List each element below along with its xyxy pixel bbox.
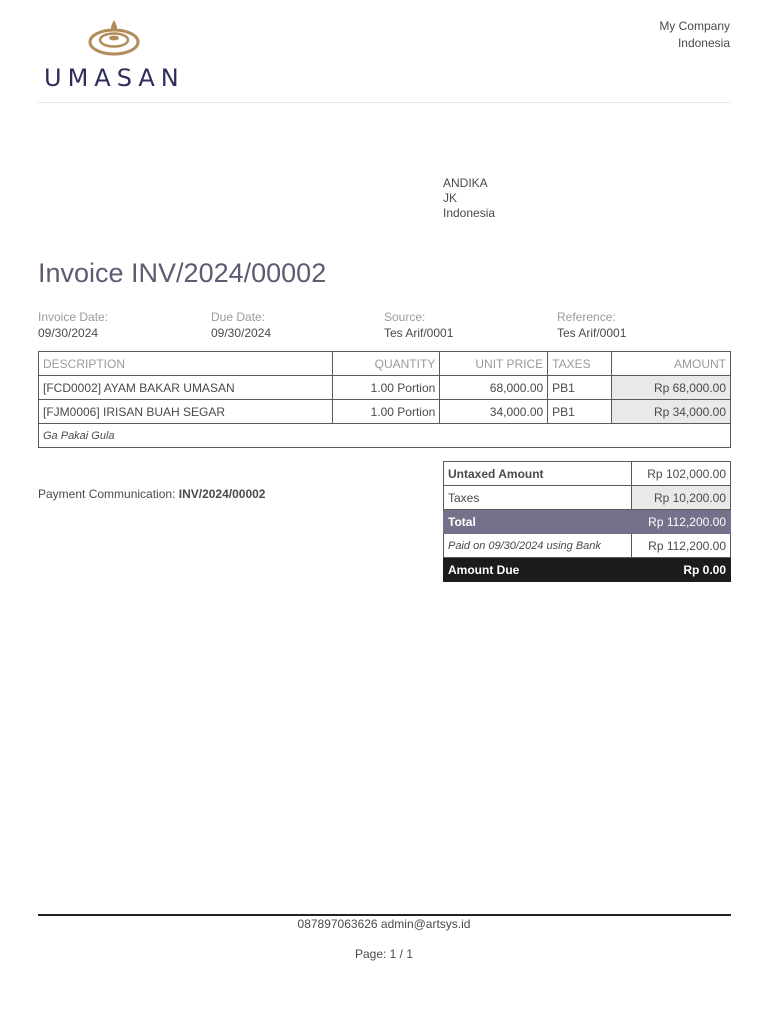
table-row — [39, 400, 731, 424]
payment-row — [444, 534, 731, 558]
col-header-taxes: TAXES — [548, 352, 612, 376]
payment-communication-label: Payment Communication: — [38, 487, 176, 501]
total-value: Rp 112,200.00 — [632, 510, 731, 534]
amount-due-row — [444, 558, 731, 582]
cell-description: [FJM0006] IRISAN BUAH SEGAR — [39, 400, 333, 424]
cell-quantity: 1.00 Portion — [333, 400, 440, 424]
untaxed-row — [444, 462, 731, 486]
cell-unit-price: 34,000.00 — [440, 400, 548, 424]
logo-wordmark: UMASAN — [44, 64, 185, 92]
cell-amount: Rp 68,000.00 — [612, 376, 731, 400]
payment-reference: INV/2024/00002 — [178, 487, 266, 501]
untaxed-value: Rp 102,000.00 — [632, 462, 731, 486]
info-value: Tes Arif/0001 — [384, 326, 454, 340]
info-label: Invoice Date: — [38, 310, 109, 324]
company-name: My Company — [659, 19, 730, 33]
customer-city: JK — [443, 191, 458, 205]
water-drop-ripple-icon — [86, 18, 142, 58]
payment-communication — [38, 487, 265, 501]
taxes-row — [444, 486, 731, 510]
untaxed-label: Untaxed Amount — [444, 462, 632, 486]
cell-taxes: PB1 — [548, 400, 612, 424]
page-number: Page: 1 / 1 — [354, 947, 414, 961]
customer-country: Indonesia — [443, 206, 496, 220]
info-value: 09/30/2024 — [38, 326, 99, 340]
amount-due-value: Rp 0.00 — [632, 558, 731, 582]
info-invoice-date — [38, 309, 108, 341]
col-header-quantity: QUANTITY — [333, 352, 440, 376]
total-row — [444, 510, 731, 534]
payment-label: Paid on 09/30/2024 using Bank — [444, 534, 632, 558]
cell-unit-price: 68,000.00 — [440, 376, 548, 400]
company-address — [659, 18, 730, 52]
info-label: Due Date: — [211, 310, 266, 324]
info-reference — [557, 309, 626, 341]
company-logo — [44, 18, 184, 94]
col-header-unit-price: UNIT PRICE — [440, 352, 548, 376]
table-row — [39, 376, 731, 400]
payment-value: Rp 112,200.00 — [632, 534, 731, 558]
col-header-description: DESCRIPTION — [39, 352, 333, 376]
info-label: Reference: — [557, 310, 616, 324]
company-country: Indonesia — [677, 36, 730, 50]
invoice-title: Invoice INV/2024/00002 — [38, 258, 327, 288]
cell-taxes: PB1 — [548, 376, 612, 400]
info-source — [384, 309, 453, 341]
cell-quantity: 1.00 Portion — [333, 376, 440, 400]
cell-amount: Rp 34,000.00 — [612, 400, 731, 424]
totals-table — [443, 461, 731, 582]
table-header-row — [39, 352, 731, 376]
taxes-value: Rp 10,200.00 — [632, 486, 731, 510]
line-note: Ga Pakai Gula — [39, 424, 731, 448]
total-label: Total — [444, 510, 632, 534]
cell-description: [FCD0002] AYAM BAKAR UMASAN — [39, 376, 333, 400]
line-note-row — [39, 424, 731, 448]
header-divider — [38, 102, 730, 103]
amount-due-label: Amount Due — [444, 558, 632, 582]
col-header-amount: AMOUNT — [612, 352, 731, 376]
info-value: 09/30/2024 — [211, 326, 272, 340]
footer-divider — [38, 914, 731, 916]
taxes-label: Taxes — [444, 486, 632, 510]
footer-contact: 087897063626 admin@artsys.id — [297, 917, 471, 931]
info-value: Tes Arif/0001 — [557, 326, 627, 340]
info-label: Source: — [384, 310, 426, 324]
customer-address — [443, 176, 495, 221]
customer-name: ANDIKA — [443, 176, 488, 190]
info-due-date — [211, 309, 271, 341]
invoice-lines-table — [38, 351, 731, 448]
